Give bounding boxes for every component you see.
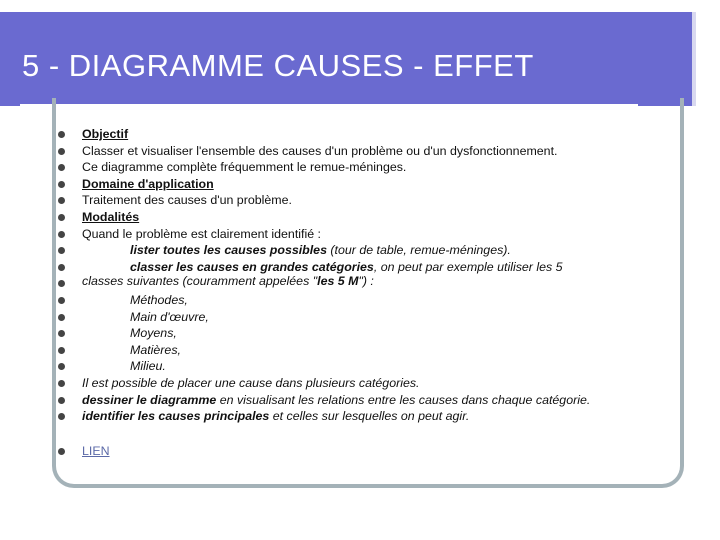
list-item xyxy=(58,126,698,143)
list-item xyxy=(58,392,698,409)
list-item xyxy=(58,259,698,276)
bullet-icon xyxy=(58,148,65,155)
step-2-rest: , on peut par exemple utiliser les 5 xyxy=(373,259,563,274)
bullet-icon xyxy=(58,231,65,238)
bullet-icon xyxy=(58,347,65,354)
list-item xyxy=(58,209,698,226)
list-item xyxy=(58,443,698,460)
step-4 xyxy=(82,408,469,425)
step-2-line-2-b: les 5 M xyxy=(317,274,359,289)
heading-domaine: Domaine d'application xyxy=(82,176,214,191)
m-moyens: Moyens, xyxy=(130,326,177,341)
list-item xyxy=(58,342,698,359)
bullet-icon xyxy=(58,413,65,420)
objectif-text-1: Classer et visualiser l'ensemble des causes d'un problème ou d'un dysfonctionnement. xyxy=(82,143,558,158)
list-item xyxy=(58,292,698,309)
step-2-line-2-a: classes suivantes (couramment appelées " xyxy=(82,274,318,289)
bullet-list xyxy=(58,126,698,459)
objectif-text-2: Ce diagramme complète fréquemment le remue-méninges. xyxy=(82,160,407,175)
heading-modalites: Modalités xyxy=(82,209,140,224)
bullet-icon xyxy=(58,214,65,221)
step-4-bold: identifier les causes principales xyxy=(82,409,270,424)
step-3 xyxy=(82,392,590,409)
step-2-line-2-c: ") : xyxy=(358,274,374,289)
list-item xyxy=(58,159,698,176)
bullet-icon xyxy=(58,363,65,370)
list-item xyxy=(58,176,698,193)
m-main-oeuvre: Main d'œuvre, xyxy=(130,309,209,324)
step-1-bold: lister toutes les causes possibles xyxy=(130,243,327,258)
list-item xyxy=(58,358,698,375)
modalites-text: Quand le problème est clairement identifié : xyxy=(82,226,321,241)
heading-objectif: Objectif xyxy=(82,127,129,141)
bullet-icon xyxy=(58,297,65,304)
bullet-icon xyxy=(58,397,65,404)
list-item xyxy=(58,309,698,326)
list-item xyxy=(58,226,698,243)
slide-title: 5 - DIAGRAMME CAUSES - EFFET xyxy=(22,48,534,83)
bullet-icon xyxy=(58,164,65,171)
step-1 xyxy=(82,242,511,259)
step-2-bold: classer les causes en grandes catégories xyxy=(130,259,374,274)
title-bar xyxy=(0,12,695,106)
step-2 xyxy=(82,259,563,276)
domaine-text: Traitement des causes d'un problème. xyxy=(82,193,292,208)
bullet-icon xyxy=(58,380,65,387)
note-text: Il est possible de placer une cause dans plusieurs catégories. xyxy=(82,375,420,390)
bullet-icon xyxy=(58,280,65,287)
step-3-bold: dessiner le diagramme xyxy=(82,392,217,407)
m-methodes: Méthodes, xyxy=(130,292,188,307)
bullet-icon xyxy=(58,314,65,321)
step-1-rest: (tour de table, remue-méninges). xyxy=(326,243,511,258)
list-item xyxy=(58,375,698,392)
step-3-rest: en visualisant les relations entre les causes dans chaque catégorie. xyxy=(216,392,591,407)
list-item xyxy=(58,242,698,259)
list-item xyxy=(58,192,698,209)
bullet-icon xyxy=(58,247,65,254)
list-item xyxy=(58,408,698,425)
step-4-rest: et celles sur lesquelles on peut agir. xyxy=(269,409,470,424)
bullet-icon xyxy=(58,330,65,337)
bullet-icon xyxy=(58,131,65,138)
m-milieu: Milieu. xyxy=(130,359,166,374)
bullet-icon xyxy=(58,448,65,455)
step-2-line-2 xyxy=(82,275,374,287)
bullet-icon xyxy=(58,264,65,271)
bullet-icon xyxy=(58,197,65,204)
lien-link[interactable]: LIEN xyxy=(82,443,110,458)
list-item xyxy=(58,325,698,342)
m-matieres: Matières, xyxy=(130,342,181,357)
list-item xyxy=(58,143,698,160)
list-item xyxy=(58,275,698,292)
bullet-icon xyxy=(58,181,65,188)
